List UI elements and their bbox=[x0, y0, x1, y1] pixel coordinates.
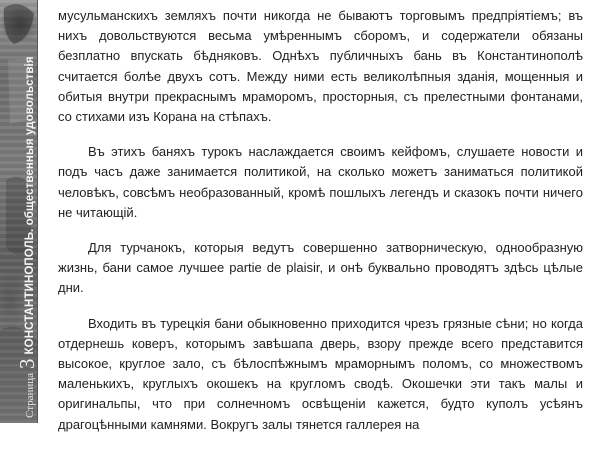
paragraph: Входить въ турецкія бани обыкновенно приходится чрезъ грязные сѣни; но когда отдернешь коверъ, которымъ завѣшапа дверь, взору прежде всего представится высокое, круглое зало, съ бѣлоспѣжнымъ мраморнымъ поломъ, со множествомъ маленькихъ, круглыхъ окошекъ на кругломъ сводѣ. Окошечки эти такъ малы и оригинальпы, что при солнечномъ освѣщеніи кажется, будто куполъ усѣянъ драгоцѣнными камнями. Вокругъ залы тянется галлерея на bbox=[58, 315, 583, 432]
paragraph: мусульманскихъ земляхъ почти никогда не бываютъ торговымъ предпріятіемъ; въ нихъ довольствуются весьма умѣреннымъ сборомъ, и содержатели обязаны безплатно впускать бѣдняковъ. Однѣхъ публичныхъ бань въ Константинополѣ считается болѣе двухъ сотъ. Между ними есть великолѣпныя зданія, мощенныя и обитыя внутри прекраснымъ мраморомъ, просторныя, съ прелестными фонтанами, со стихами изъ Корана на стѣпахъ. bbox=[58, 8, 583, 125]
page-label: Страница bbox=[24, 372, 36, 418]
decorative-side-strip bbox=[0, 0, 38, 423]
chapter-title: КОНСТАНТИНОПОЛЬ. общественныя удовольствія bbox=[24, 56, 36, 355]
paragraph: Въ этихъ баняхъ турокъ наслаждается своимъ кейфомъ, слушаете новости и подъ часъ даже занимается политикой, на сколько можетъ заниматься политикой человѣкъ, совсѣмъ необразованный, кромѣ пошлыхъ легендъ и сказокъ почти ничего не читающій. bbox=[58, 144, 583, 220]
paragraph: Для турчанокъ, которыя ведутъ совершенно затворническую, однообразную жизнь, бани самое лучшее partie de plaisir, и онѣ буквально проводятъ здѣсь цѣлые дни. bbox=[58, 240, 583, 296]
vertical-page-header bbox=[15, 8, 39, 418]
page-body-text bbox=[58, 6, 583, 450]
page-number: 3 bbox=[15, 358, 39, 369]
